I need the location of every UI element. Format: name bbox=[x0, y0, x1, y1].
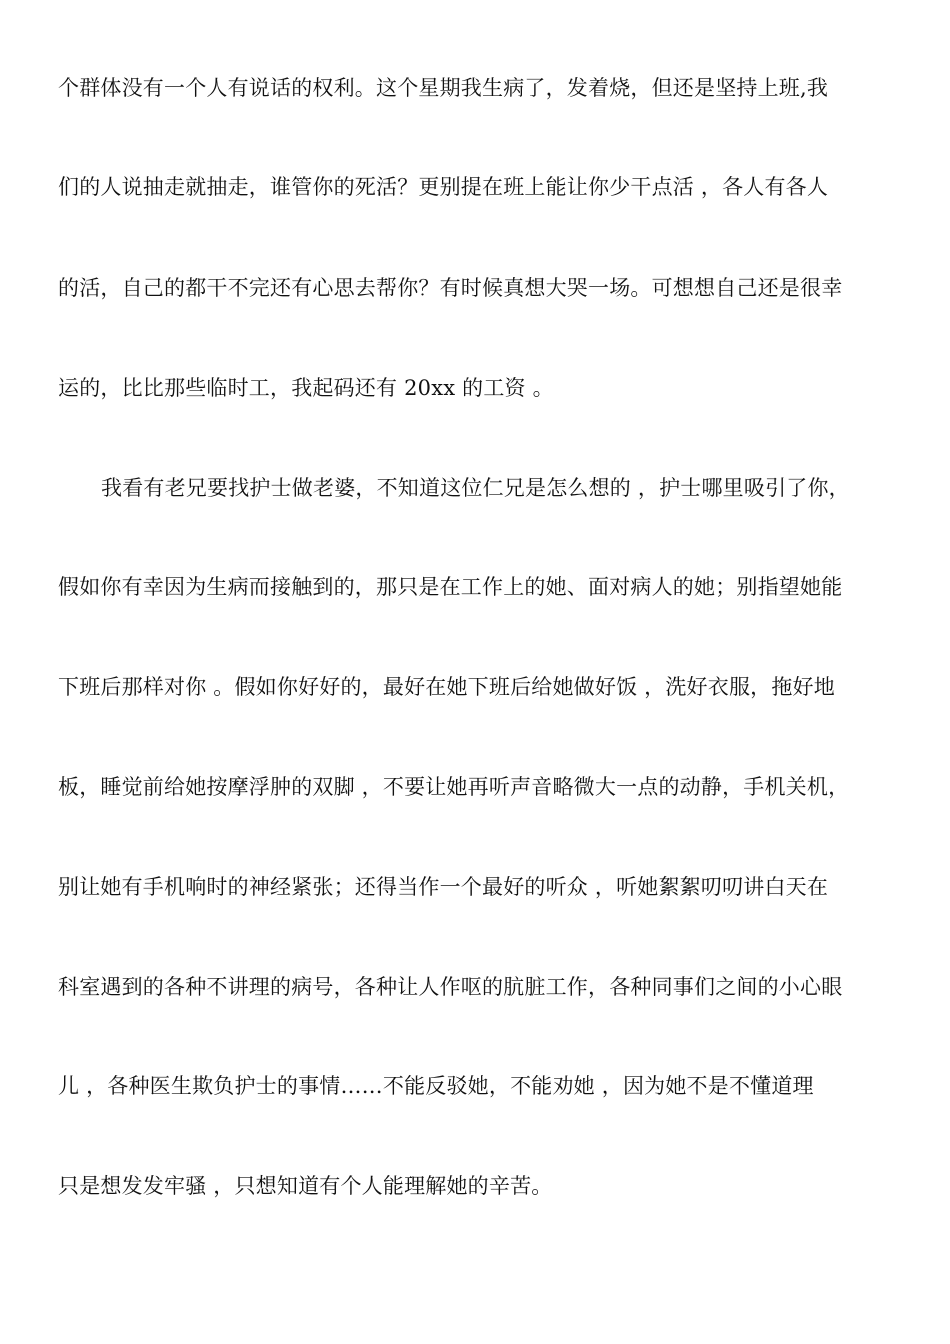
text-line: 假如你有幸因为生病而接触到的，那只是在工作上的她、面对病人的她；别指望她能 bbox=[58, 575, 843, 599]
text-line: 科室遇到的各种不讲理的病号，各种让人作呕的肮脏工作，各种同事们之间的小心眼 bbox=[58, 975, 843, 999]
text-line: 别让她有手机响时的神经紧张；还得当作一个最好的听众 ，听她絮絮叨叨讲白天在 bbox=[58, 875, 829, 899]
text-line: 运的，比比那些临时工，我起码还有 20xx 的工资 。 bbox=[58, 376, 554, 400]
text-line: 个群体没有一个人有说话的权利。这个星期我生病了，发着烧，但还是坚持上班,我 bbox=[58, 76, 829, 100]
text-line: 只是想发发牢骚 ，只想知道有个人能理解她的辛苦。 bbox=[58, 1174, 553, 1198]
text-line: 板，睡觉前给她按摩浮肿的双脚 ，不要让她再听声音略微大一点的动静，手机关机， bbox=[58, 775, 850, 799]
text-line: 的活，自己的都干不完还有心思去帮你？有时候真想大哭一场。可想想自己还是很幸 bbox=[58, 276, 843, 300]
paragraph-first-line: 我看有老兄要找护士做老婆，不知道这位仁兄是怎么想的 ，护士哪里吸引了你， bbox=[101, 476, 850, 500]
text-line: 儿 ，各种医生欺负护士的事情……不能反驳她，不能劝她 ，因为她不是不懂道理 bbox=[58, 1074, 814, 1098]
text-line: 下班后那样对你 。假如你好好的，最好在她下班后给她做好饭 ，洗好衣服，拖好地 bbox=[58, 675, 835, 699]
text-line: 们的人说抽走就抽走，谁管你的死活？更别提在班上能让你少干点活 ，各人有各人 bbox=[58, 175, 829, 199]
